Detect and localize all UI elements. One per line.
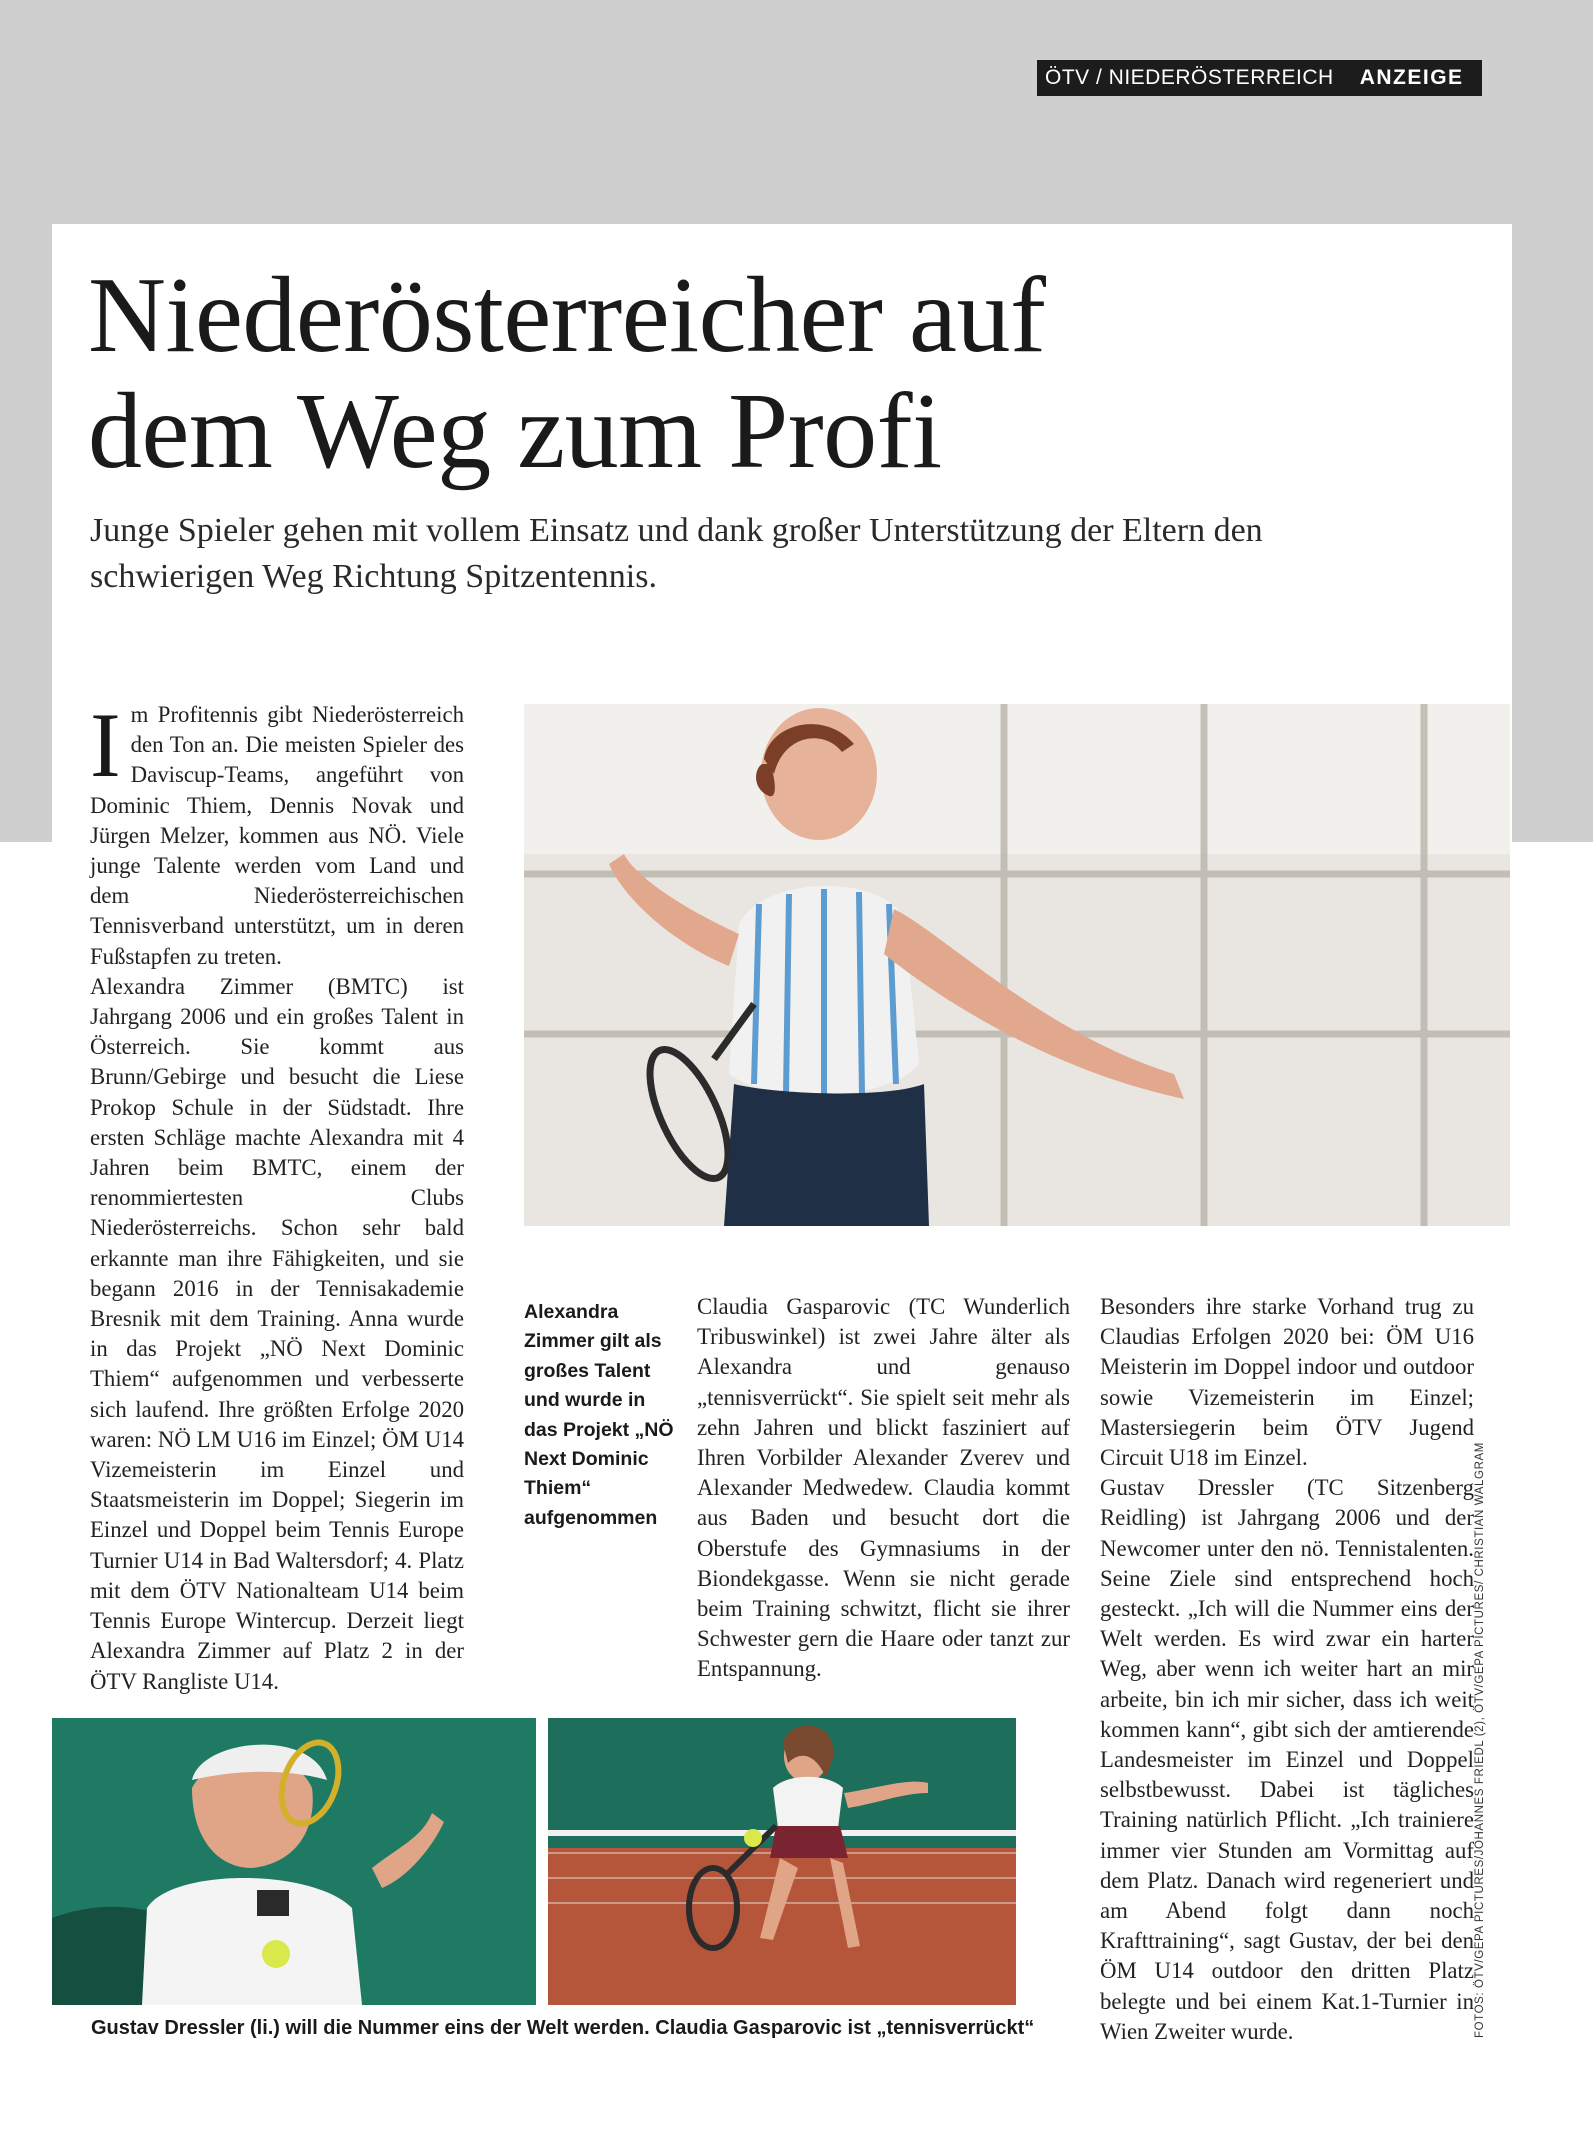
photo-credit: FOTOS: ÖTV/GEPA PICTURES/JOHANNES FRIEDL (2), ÖTV/GEPA PICTURES/ CHRISTIAN WALGRAM <box>1474 1442 1486 2038</box>
bottom-left-photo <box>52 1718 536 2005</box>
main-photo <box>524 704 1510 1226</box>
bottom-right-photo <box>548 1718 1016 2005</box>
paragraph: Besonders ihre starke Vorhand trug zu Claudias Erfolgen 2020 bei: ÖM U16 Meisterin im Doppel indoor und outdoor sowie Vizemeisterin im Einzel; Mastersiegerin beim ÖTV Jugend Circuit U18 im Einzel. <box>1100 1294 1474 1471</box>
paragraph: Gustav Dressler (TC Sitzenberg Reidling) ist Jahrgang 2006 und der Newcomer unter den nö. Tennistalenten. Seine Ziele sind entsprechend hoch gesteckt. „Ich will die Nummer eins der Welt werden. Es wird zwar ein harter Weg, aber wenn ich weiter hart an mir arbeite, bin ich mir sicher, dass ich weit kommen kann“, gibt sich der amtierende Landesmeister im Einzel und Doppel selbstbewusst. Dabei ist tägliches Training natürlich Pflicht. „Ich trainiere immer vier Stunden am Vormittag auf dem Platz. Danach wird regeneriert und am Abend folgt dann noch Krafttraining“, sagt Gustav, der bei den ÖM U14 outdoor den dritten Platz belegte und bei einem Kat.1-Turnier in Wien Zweiter wurde. <box>1100 1475 1474 2044</box>
subhead-line-1: Junge Spieler gehen mit vollem Einsatz und dank großer Unterstützung der Eltern den <box>90 512 1263 549</box>
ad-label: ANZEIGE <box>1359 66 1464 89</box>
subheadline <box>90 508 1440 600</box>
paragraph-text: m Profitennis gibt Niederösterreich den Ton an. Die meisten Spieler des Daviscup-Teams, angeführt von Dominic Thiem, Dennis Novak und Jürgen Melzer, kommen aus NÖ. Viele junge Talente werden vom Land und dem Niederösterreichischen Tennisverband unterstützt, um in deren Fußstapfen zu treten. <box>90 702 464 969</box>
body-column-3 <box>697 1292 1070 1685</box>
paragraph <box>90 694 464 972</box>
paragraph: Claudia Gasparovic (TC Wunderlich Tribuswinkel) ist zwei Jahre älter als Alexandra und genauso „tennisverrückt“. Sie spielt seit mehr als zehn Jahren und blickt fasziniert auf Ihren Vorbilder Alexander Zverev und Alexander Medwedew. Claudia kommt aus Baden und besucht dort die Oberstufe des Gymnasiums in der Biondekgasse. Wenn sie nicht gerade beim Training schwitzt, flicht sie ihrer Schwester gern die Haare oder tanzt zur Entspannung. <box>697 1294 1070 1682</box>
section-tag <box>1037 60 1482 96</box>
section-label: ÖTV / NIEDERÖSTERREICH <box>1045 66 1334 89</box>
body-column-4 <box>1100 1292 1474 2047</box>
headline-line-2: dem Weg zum Profi <box>88 372 942 491</box>
headline-line-1: Niederösterreicher auf <box>88 256 1046 375</box>
headline <box>88 258 1438 490</box>
subhead-line-2: schwierigen Weg Richtung Spitzentennis. <box>90 558 657 595</box>
main-photo-caption: Alexandra Zimmer gilt als großes Talent und wurde in das Projekt „NÖ Next Dominic Thiem“ aufgenommen <box>524 1301 674 1529</box>
bottom-photos-caption: Gustav Dressler (li.) will die Nummer eins der Welt werden. Claudia Gasparovic ist „tennisverrückt“ <box>91 2017 1035 2039</box>
paragraph: Alexandra Zimmer (BMTC) ist Jahrgang 2006 und ein großes Talent in Österreich. Sie kommt aus Brunn/Gebirge und besucht die Liese Prokop Schule in der Südstadt. Ihre ersten Schläge machte Alexandra mit 4 Jahren beim BMTC, einem der renommiertesten Clubs Niederösterreichs. Schon sehr bald erkannte man ihre Fähigkeiten, und sie begann 2016 in der Tennisakademie Bresnik mit dem Training. Anna wurde in das Projekt „NÖ Next Dominic Thiem“ aufgenommen und verbesserte sich laufend. Ihre größten Erfolge 2020 waren: NÖ LM U16 im Einzel; ÖM U14 Vizemeisterin im Einzel und Staatsmeisterin im Doppel; Siegerin im Einzel und Doppel beim Tennis Europe Turnier U14 in Bad Waltersdorf; 4. Platz mit dem ÖTV Nationalteam U14 beim Tennis Europe Wintercup. Derzeit liegt Alexandra Zimmer auf Platz 2 in der ÖTV Rangliste U14. <box>90 973 464 1694</box>
drop-cap: I <box>90 694 121 796</box>
body-column-1 <box>90 694 464 1697</box>
